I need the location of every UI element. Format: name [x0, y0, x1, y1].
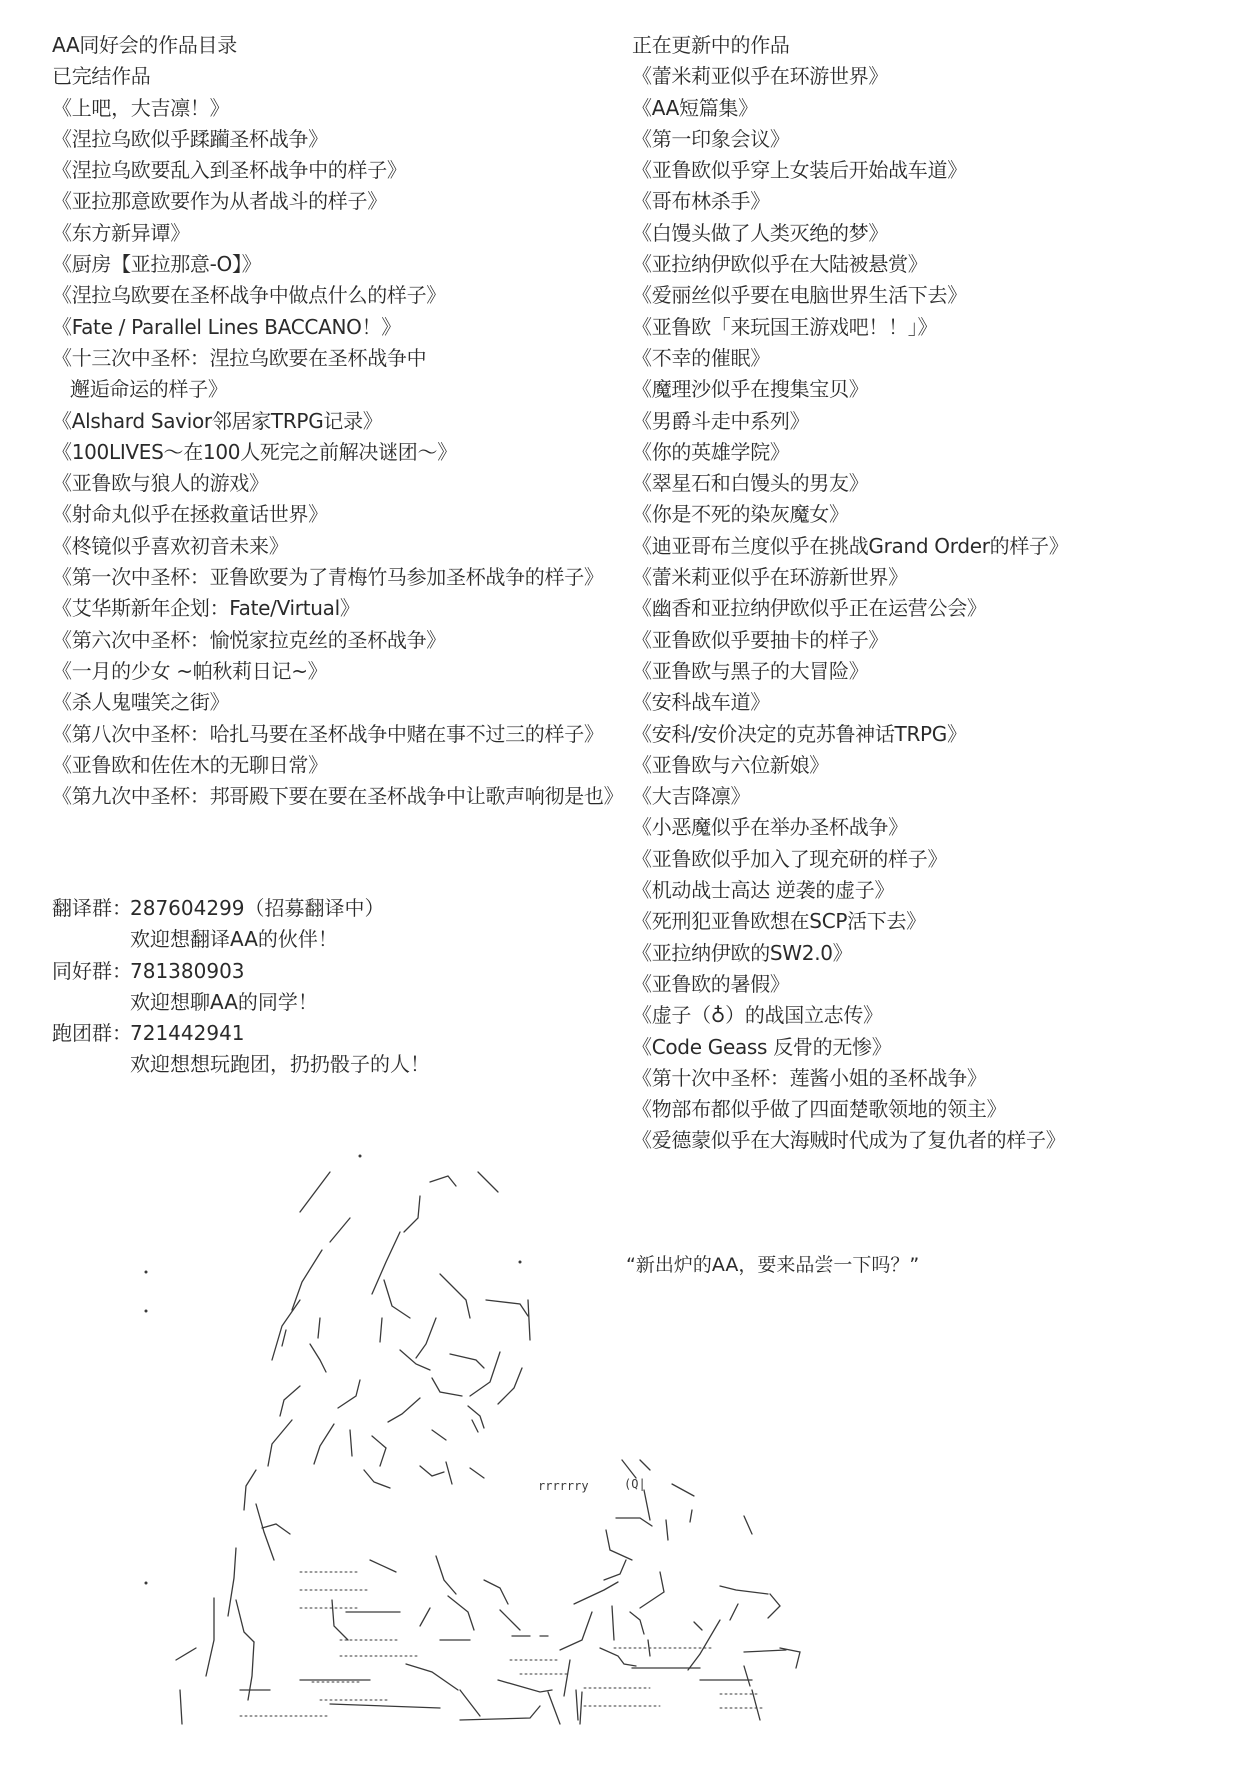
ongoing-work-item: 《大吉降凛》	[632, 784, 751, 809]
ongoing-work-item: 《不幸的催眠》	[632, 345, 770, 370]
group-info	[52, 893, 612, 1081]
completed-work-item: 《东方新异谭》	[52, 220, 190, 245]
trpg-group-row	[52, 1018, 612, 1049]
trpg-group-label: 跑团群：	[52, 1021, 132, 1046]
ongoing-work-item: 《Code Geass 反骨的无惨》	[632, 1034, 892, 1059]
ongoing-work-item: 《AA短篇集》	[632, 95, 758, 120]
completed-work-item-continuation: 邂逅命运的样子》	[70, 377, 228, 402]
ongoing-work-item: 《亚鲁欧似乎加入了现充研的样子》	[632, 846, 948, 871]
completed-works-column	[52, 30, 632, 812]
art-fragment-text: (Q|	[624, 1477, 646, 1491]
completed-work-item: 《亚鲁欧和佐佐木的无聊日常》	[52, 752, 328, 777]
ongoing-work-item: 《亚鲁欧的暑假》	[632, 971, 790, 996]
catalog-header: AA同好会的作品目录	[52, 33, 237, 57]
completed-work-item: 《Alshard Savior邻居家TRPG记录》	[52, 408, 383, 433]
ongoing-work-item: 《爱德蒙似乎在大海贼时代成为了复仇者的样子》	[632, 1128, 1066, 1153]
ongoing-work-item: 《虚子（♁）的战国立志传》	[632, 1003, 883, 1028]
completed-work-item: 《亚鲁欧与狼人的游戏》	[52, 471, 269, 496]
completed-work-item: 《第九次中圣杯：邦哥殿下要在要在圣杯战争中让歌声响彻是也》	[52, 784, 624, 809]
ongoing-work-item: 《亚拉纳伊欧的SW2.0》	[632, 940, 853, 965]
completed-work-item: 《100LIVES～在100人死完之前解决谜团～》	[52, 439, 457, 464]
ongoing-work-item: 《男爵斗走中系列》	[632, 408, 810, 433]
completed-work-item: 《第一次中圣杯：亚鲁欧要为了青梅竹马参加圣杯战争的样子》	[52, 565, 604, 590]
ongoing-work-item: 《物部布都似乎做了四面楚歌领地的领主》	[632, 1097, 1007, 1122]
fan-group-row	[52, 956, 612, 987]
ongoing-work-item: 《你是不死的染灰魔女》	[632, 502, 849, 527]
completed-work-item: 《一月的少女 ~帕秋莉日记~》	[52, 658, 328, 683]
completed-work-item: 《射命丸似乎在拯救童话世界》	[52, 502, 328, 527]
ongoing-work-item: 《蕾米莉亚似乎在环游新世界》	[632, 565, 908, 590]
ongoing-work-item: 《亚鲁欧似乎穿上女装后开始战车道》	[632, 158, 967, 183]
completed-work-item: 《涅拉乌欧要乱入到圣杯战争中的样子》	[52, 158, 407, 183]
ongoing-work-item: 《机动战士高达 逆袭的虚子》	[632, 878, 895, 903]
trpg-group-number: 721442941	[130, 1021, 245, 1046]
ongoing-work-item: 《亚鲁欧似乎要抽卡的样子》	[632, 627, 889, 652]
translation-group-row	[52, 893, 612, 924]
completed-works-heading: 已完结作品	[52, 64, 151, 89]
ongoing-work-item: 《迪亚哥布兰度似乎在挑战Grand Order的样子》	[632, 533, 1069, 558]
ongoing-work-item: 《亚鲁欧与黑子的大冒险》	[632, 658, 869, 683]
fan-group-note: 欢迎想聊AA的同学！	[130, 989, 318, 1014]
completed-work-item: 《涅拉乌欧要在圣杯战争中做点什么的样子》	[52, 283, 446, 308]
translation-group-label: 翻译群：	[52, 896, 132, 920]
ongoing-work-item: 《亚鲁欧与六位新娘》	[632, 752, 829, 777]
completed-work-item: 《涅拉乌欧似乎蹂躏圣杯战争》	[52, 126, 328, 151]
completed-work-item: 《十三次中圣杯：涅拉乌欧要在圣杯战争中	[52, 345, 427, 370]
ongoing-work-item: 《你的英雄学院》	[632, 439, 790, 464]
ongoing-work-item: 《安科/安价决定的克苏鲁神话TRPG》	[632, 721, 967, 746]
ongoing-works-column	[632, 30, 1212, 1157]
completed-work-item: 《柊镜似乎喜欢初音未来》	[52, 533, 289, 558]
ongoing-work-item: 《第一印象会议》	[632, 126, 790, 151]
art-fragment-text: rrrrrry	[538, 1479, 589, 1493]
completed-work-item: 《上吧，大吉凛！》	[52, 95, 230, 120]
completed-work-item: 《亚拉那意欧要作为从者战斗的样子》	[52, 189, 387, 214]
ongoing-work-item: 《安科战车道》	[632, 690, 770, 715]
ongoing-work-item: 《爱丽丝似乎要在电脑世界生活下去》	[632, 283, 967, 308]
ongoing-work-item: 《哥布林杀手》	[632, 189, 770, 214]
ongoing-work-item: 《蕾米莉亚似乎在环游世界》	[632, 64, 889, 89]
fan-group-number: 781380903	[130, 958, 245, 983]
ongoing-work-item: 《小恶魔似乎在举办圣杯战争》	[632, 815, 908, 840]
ongoing-work-item: 《亚鲁欧「来玩国王游戏吧！！」》	[632, 314, 938, 339]
completed-work-item: 《厨房【亚拉那意-O】》	[52, 252, 262, 277]
translation-group-note: 欢迎想翻译AA的伙伴！	[130, 927, 338, 952]
ongoing-work-item: 《死刑犯亚鲁欧想在SCP活下去》	[632, 909, 926, 934]
trpg-group-note: 欢迎想想玩跑团，扔扔骰子的人！	[130, 1052, 430, 1077]
ongoing-work-item: 《第十次中圣杯：莲酱小姐的圣杯战争》	[632, 1065, 987, 1090]
ongoing-work-item: 《亚拉纳伊欧似乎在大陆被悬赏》	[632, 252, 928, 277]
speech-text: “新出炉的AA，要来品尝一下吗？”	[626, 1254, 920, 1276]
translation-group-number: 287604299（招募翻译中）	[130, 896, 385, 920]
ongoing-work-item: 《魔理沙似乎在搜集宝贝》	[632, 377, 869, 402]
fan-group-label: 同好群：	[52, 958, 132, 983]
ongoing-work-item: 《翠星石和白馒头的男友》	[632, 471, 869, 496]
completed-work-item: 《Fate / Parallel Lines BACCANO！》	[52, 314, 401, 339]
ongoing-works-heading: 正在更新中的作品	[632, 33, 790, 57]
completed-work-item: 《杀人鬼嗤笑之街》	[52, 690, 230, 715]
completed-work-item: 《第八次中圣杯：哈扎马要在圣杯战争中赌在事不过三的样子》	[52, 721, 604, 746]
ongoing-work-item: 《幽香和亚拉纳伊欧似乎正在运营公会》	[632, 596, 987, 621]
completed-work-item: 《第六次中圣杯：愉悦家拉克丝的圣杯战争》	[52, 627, 446, 652]
completed-work-item: 《艾华斯新年企划：Fate/Virtual》	[52, 596, 360, 621]
ongoing-work-item: 《白馒头做了人类灭绝的梦》	[632, 220, 889, 245]
